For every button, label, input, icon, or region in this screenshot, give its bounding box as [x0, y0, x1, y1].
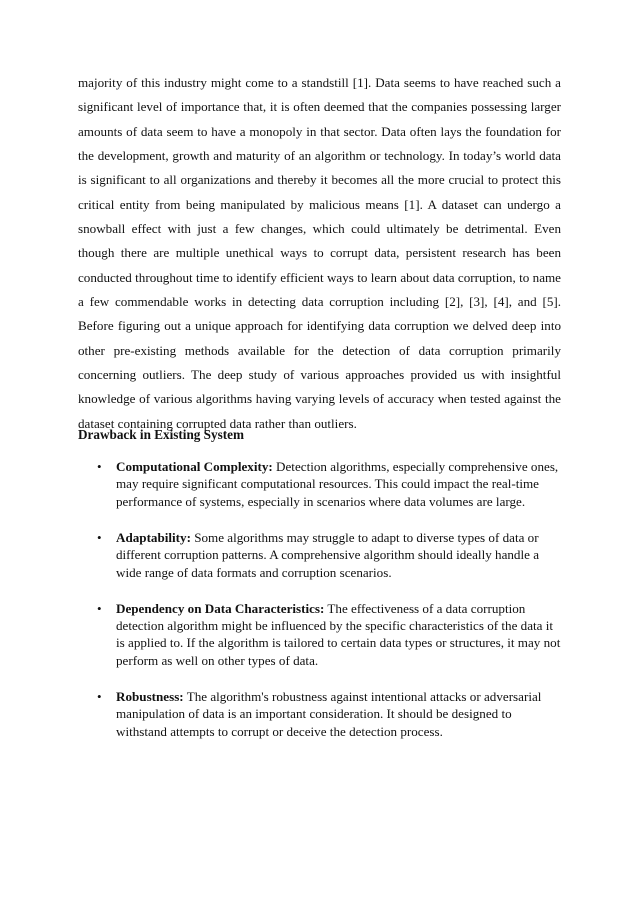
- bullet-icon: •: [97, 529, 102, 545]
- drawback-term: Computational Complexity:: [116, 459, 273, 474]
- bullet-icon: •: [97, 600, 102, 616]
- bullet-icon: •: [97, 688, 102, 704]
- drawback-item-computational-complexity: [78, 458, 561, 510]
- drawback-item-adaptability: [78, 529, 561, 581]
- intro-paragraph: majority of this industry might come to a standstill [1]. Data seems to have reached such a significant level of importance that, it is often deemed that the companies possessing larger amounts of data seem to have a monopoly in that sector. Data often lays the foundation for the development, growth and maturity of an algorithm or technology. In today’s world data is significant to all organizations and thereby it becomes all the more crucial to protect this critical entity from being manipulated by malicious means [1]. A dataset can undergo a snowball effect with just a few changes, which could ultimately be detrimental. Even though there are multiple unethical ways to corrupt data, persistent research has been conducted throughout time to identify efficient ways to learn about data corruption, to name a few commendable works in detecting data corruption including [2], [3], [4], and [5]. Before figuring out a unique approach for identifying data corruption we delved deep into other pre-existing methods available for the detection of data corruption primarily concerning outliers. The deep study of various approaches provided us with insightful knowledge of various algorithms having varying levels of accuracy when tested against the dataset containing corrupted data rather than outliers.: [78, 75, 561, 431]
- drawback-text: The effectiveness of a data corruption detection algorithm might be influenced by the specific characteristics of the data it is applied to. If the algorithm is tailored to certain data types or structures, it may not perform as well on other types of data.: [116, 600, 561, 668]
- section-heading: Drawback in Existing System: [78, 427, 244, 442]
- drawback-term: Adaptability:: [116, 529, 191, 545]
- drawback-term: Robustness:: [116, 688, 184, 704]
- drawback-text: Detection algorithms, especially comprehensive ones, may require significant computational resources. This could impact the real-time performance of systems, especially in scenarios where data volumes are large.: [116, 459, 559, 509]
- drawback-text: The algorithm's robustness against intentional attacks or adversarial manipulation of data is an important consideration. It should be designed to withstand attempts to corrupt or deceive the detection process.: [116, 688, 542, 739]
- drawback-item-data-dependency: [78, 600, 561, 670]
- drawback-list: [78, 458, 561, 759]
- drawback-text: Some algorithms may struggle to adapt to diverse types of data or different corruption patterns. A comprehensive algorithm should ideally handle a wide range of data formats and corruption scenarios.: [116, 529, 540, 580]
- bullet-icon: •: [97, 459, 102, 474]
- drawback-item-robustness: [78, 688, 561, 740]
- drawback-term: Dependency on Data Characteristics:: [116, 600, 325, 616]
